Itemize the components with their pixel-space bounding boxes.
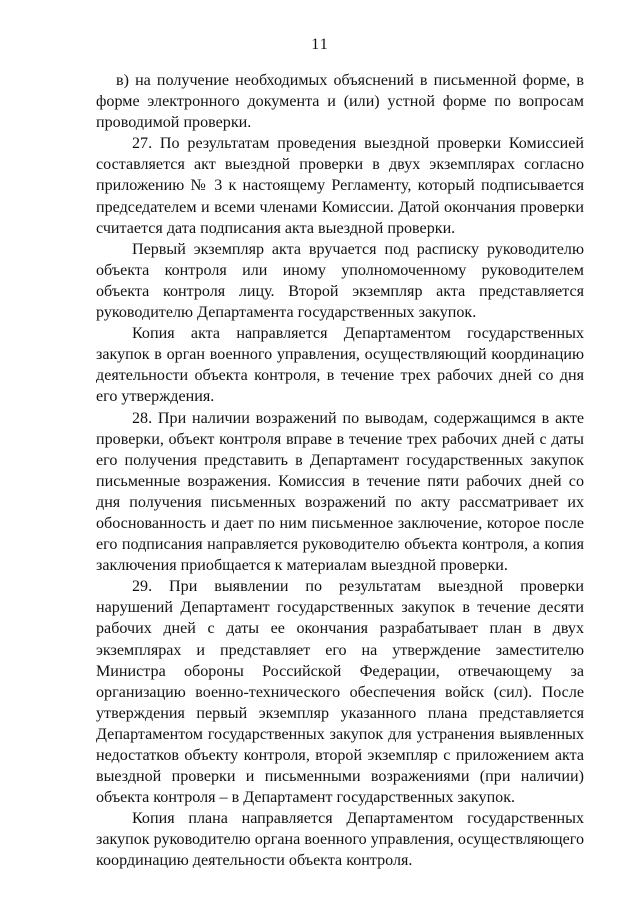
paragraph-29-copy-plan: Копия плана направляется Департаментом государственных закупок руководителю органа военного управления, осуществляющего координацию деятельности объекта контроля. [96,810,584,870]
paragraph-27-first-copy: Первый экземпляр акта вручается под расписку руководителю объекта контроля или иному уполномоченному руководителем объекта контроля лицу. Второй экземпляр акта представляется руководителю Департамента государственных закупок. [96,240,584,322]
paragraph-28: 28. При наличии возражений по выводам, содержащимся в акте проверки, объект контроля вправе в течение трех рабочих дней с даты его получения представить в Департамент государственных закупок письменные возражения. Комиссия в течение пяти рабочих дней со дня получения письменных возражений по акту рассматривает их обоснованность и дает по ним письменное заключение, которое после его подписания направляется руководителю объекта контроля, а копия заключения приобщается к материалам выездной проверки. [96,409,584,575]
paragraph-29: 29. При выявлении по результатам выездной проверки нарушений Департамент государственных закупок в течение десяти рабочих дней с даты ее окончания разрабатывает план в двух экземплярах и представляет его на утверждение заместителю Министра обороны Российской Федерации, отвечающему за организацию военно-технического обеспечения войск (сил). После утверждения первый экземпляр указанного плана представляется Департаментом государственных закупок для устранения выявленных недостатков объекту контроля, второй экземпляр с приложением акта выездной проверки и письменными возражениями (при наличии) объекта контроля – в Департамент государственных закупок. [96,578,584,807]
paragraph-27-copy-act: Копия акта направляется Департаментом государственных закупок в орган военного управления, осуществляющий координацию деятельности объекта контроля, в течение трех рабочих дней со дня его утверждения. [96,325,584,406]
page-number: 11 [311,36,329,53]
paragraph-27: 27. По результатам проведения выездной проверки Комиссией составляется акт выездной проверки в двух экземплярах согласно приложению № 3 к настоящему Регламенту, который подписывается председателем и всеми членами Комиссии. Датой окончания проверки считается дата подписания акта выездной проверки. [96,135,584,237]
document-body [96,70,584,872]
paragraph-item-v: в) на получение необходимых объяснений в письменной форме, в форме электронного документа и (или) устной форме по вопросам проводимой проверки. [96,72,584,132]
